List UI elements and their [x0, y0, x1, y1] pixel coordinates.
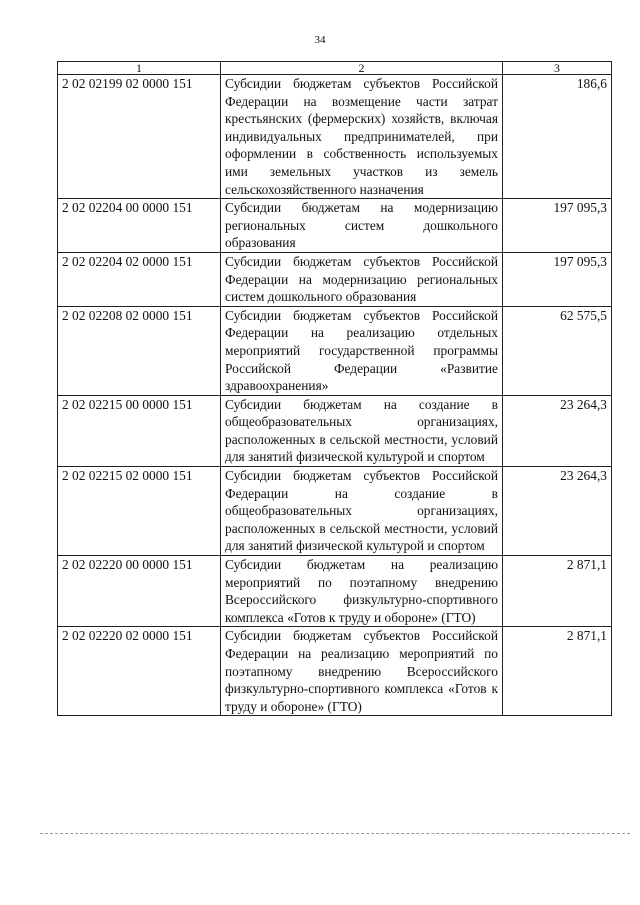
row-amount: 186,6 [503, 75, 612, 199]
row-amount: 23 264,3 [503, 467, 612, 556]
row-amount: 2 871,1 [503, 556, 612, 627]
table-row [58, 252, 612, 306]
table-row [58, 306, 612, 395]
page-number: 34 [314, 34, 326, 46]
row-code: 2 02 02204 02 0000 151 [58, 252, 221, 306]
row-description: Субсидии бюджетам субъектов Российской Федерации на возмещение части затрат крестьянских (фермерских) хозяйств, включая индивидуальных предпринимателей, при оформлении в собственность используемых ими земельных участков из земель сельскохозяйственного назначения [221, 75, 503, 199]
table-row [58, 75, 612, 199]
table-header-row [58, 62, 612, 75]
table-row [58, 395, 612, 466]
row-code: 2 02 02220 00 0000 151 [58, 556, 221, 627]
column-header-description: 2 [221, 62, 503, 75]
table-row [58, 199, 612, 253]
row-code: 2 02 02220 02 0000 151 [58, 627, 221, 716]
row-description: Субсидии бюджетам субъектов Российской Федерации на реализацию отдельных мероприятий государственной программы Российской Федерации «Развитие здравоохранения» [221, 306, 503, 395]
table-row [58, 556, 612, 627]
row-code: 2 02 02208 02 0000 151 [58, 306, 221, 395]
row-amount: 23 264,3 [503, 395, 612, 466]
row-amount: 62 575,5 [503, 306, 612, 395]
row-amount: 2 871,1 [503, 627, 612, 716]
bottom-divider [40, 833, 630, 834]
row-amount: 197 095,3 [503, 199, 612, 253]
row-description: Субсидии бюджетам на реализацию мероприятий по поэтапному внедрению Всероссийского физкультурно-спортивного комплекса «Готов к труду и обороне» (ГТО) [221, 556, 503, 627]
row-description: Субсидии бюджетам субъектов Российской Федерации на модернизацию региональных систем дошкольного образования [221, 252, 503, 306]
column-header-amount: 3 [503, 62, 612, 75]
row-code: 2 02 02215 02 0000 151 [58, 467, 221, 556]
row-code: 2 02 02199 02 0000 151 [58, 75, 221, 199]
column-header-code: 1 [58, 62, 221, 75]
row-description: Субсидии бюджетам на модернизацию региональных систем дошкольного образования [221, 199, 503, 253]
row-code: 2 02 02204 00 0000 151 [58, 199, 221, 253]
row-description: Субсидии бюджетам субъектов Российской Федерации на создание в общеобразовательных организациях, расположенных в сельской местности, условий для занятий физической культурой и спортом [221, 467, 503, 556]
table-row [58, 627, 612, 716]
row-description: Субсидии бюджетам на создание в общеобразовательных организациях, расположенных в сельской местности, условий для занятий физической культурой и спортом [221, 395, 503, 466]
row-code: 2 02 02215 00 0000 151 [58, 395, 221, 466]
budget-table [57, 61, 612, 716]
table-row [58, 467, 612, 556]
row-amount: 197 095,3 [503, 252, 612, 306]
row-description: Субсидии бюджетам субъектов Российской Федерации на реализацию мероприятий по поэтапному внедрению Всероссийского физкультурно-спортивного комплекса «Готов к труду и обороне» (ГТО) [221, 627, 503, 716]
